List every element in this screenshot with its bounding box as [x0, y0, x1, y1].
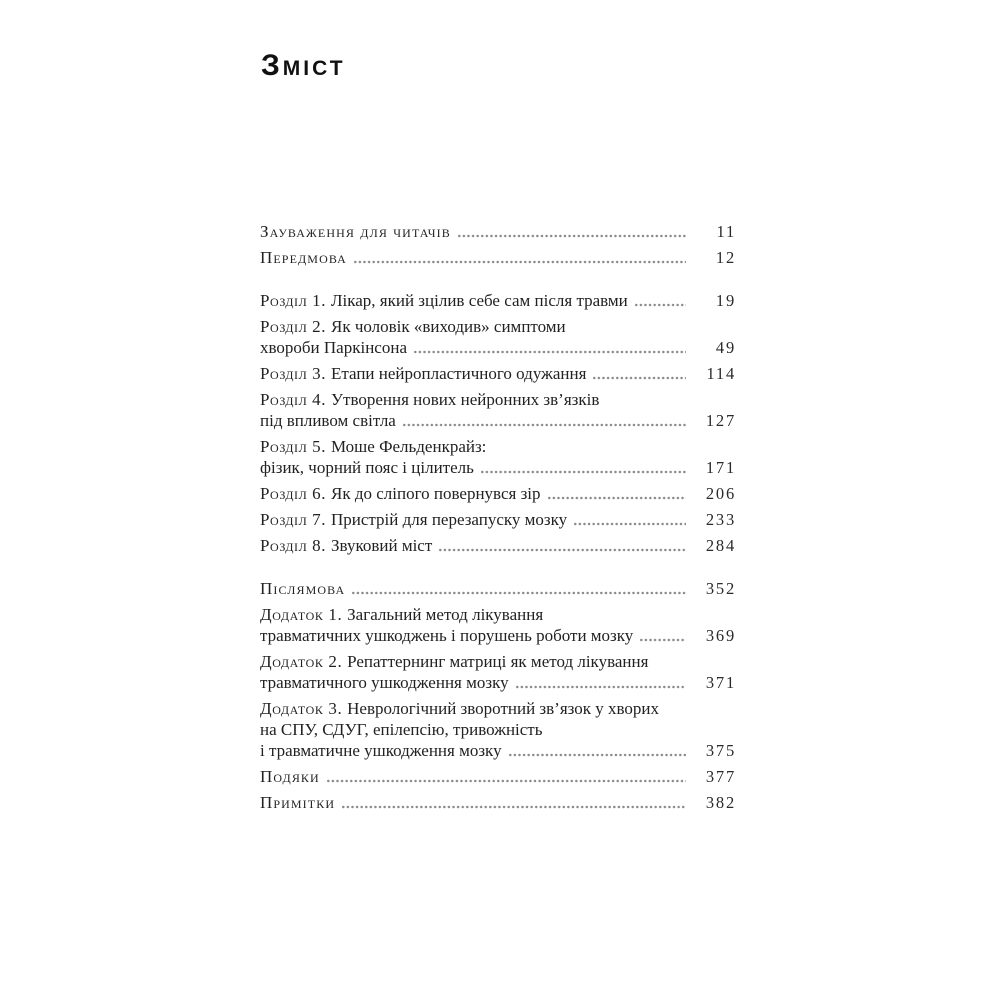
entry-title: Додаток 2. Репаттернинг матриці як метод лікування — [260, 652, 649, 671]
dotted-leader — [574, 522, 686, 526]
entry-label: Розділ 3. — [260, 364, 331, 383]
toc-entry — [260, 535, 736, 556]
entry-title: фізик, чорний пояс і цілитель — [260, 458, 474, 477]
entry-title: Розділ 1. Лікар, який зцілив себе сам після травми — [260, 291, 628, 310]
page-number: 19 — [715, 291, 736, 310]
dotted-leader — [439, 548, 686, 552]
toc-line — [260, 740, 736, 761]
entry-title: Розділ 6. Як до сліпого повернувся зір — [260, 484, 541, 503]
entry-label: Розділ 7. — [260, 510, 331, 529]
toc-entry — [260, 766, 736, 787]
toc-entry — [260, 389, 736, 431]
entry-label: Розділ 5. — [260, 437, 331, 456]
page-number: 171 — [705, 458, 736, 477]
entry-label: Додаток 1. — [260, 605, 348, 624]
entry-title: Розділ 3. Етапи нейропластичного одужання — [260, 364, 587, 383]
entry-title: Подяки — [260, 767, 320, 786]
page-number: 352 — [705, 579, 736, 598]
toc-entry — [260, 651, 736, 693]
dotted-leader — [481, 470, 686, 474]
toc-line — [260, 509, 736, 530]
entry-title: Розділ 8. Звуковий міст — [260, 536, 433, 555]
entry-title: травматичних ушкоджень і порушень роботи мозку — [260, 626, 634, 645]
toc-line — [260, 651, 736, 672]
page-number: 369 — [705, 626, 736, 645]
dotted-leader — [403, 423, 686, 427]
entry-title: Додаток 1. Загальний метод лікування — [260, 605, 544, 624]
toc-entry — [260, 509, 736, 530]
toc-line — [260, 719, 736, 740]
page-number: 49 — [715, 338, 736, 357]
toc-line — [260, 221, 736, 242]
toc-line — [260, 535, 736, 556]
page-number: 114 — [706, 364, 736, 383]
entry-label: Розділ 8. — [260, 536, 331, 555]
toc-line — [260, 625, 736, 646]
entry-label: Розділ 2. — [260, 317, 331, 336]
page-title: Зміст — [261, 49, 346, 82]
dotted-leader — [548, 496, 686, 500]
page-number: 371 — [705, 673, 736, 692]
dotted-leader — [414, 350, 686, 354]
toc-entry — [260, 316, 736, 358]
toc-list — [260, 221, 736, 818]
toc-line — [260, 792, 736, 813]
page-number: 375 — [705, 741, 736, 760]
dotted-leader — [352, 591, 686, 595]
toc-line — [260, 337, 736, 358]
entry-title: Розділ 7. Пристрій для перезапуску мозку — [260, 510, 568, 529]
dotted-leader — [593, 376, 686, 380]
page-number: 382 — [705, 793, 736, 812]
entry-title: Розділ 2. Як чоловік «виходив» симптоми — [260, 317, 566, 336]
toc-line — [260, 316, 736, 337]
page-number: 12 — [715, 248, 736, 267]
toc-entry — [260, 604, 736, 646]
entry-title: на СПУ, СДУГ, епілепсію, тривожність — [260, 720, 543, 739]
toc-line — [260, 363, 736, 384]
entry-title: травматичного ушкодження мозку — [260, 673, 509, 692]
entry-label: Розділ 1. — [260, 291, 331, 310]
entry-label: Додаток 3. — [260, 699, 348, 718]
entry-title: під впливом світла — [260, 411, 396, 430]
toc-line — [260, 578, 736, 599]
page-number: 127 — [705, 411, 736, 430]
dotted-leader — [458, 234, 686, 238]
toc-line — [260, 247, 736, 268]
dotted-leader — [327, 779, 686, 783]
page-number: 11 — [716, 222, 736, 241]
toc-entry — [260, 698, 736, 761]
entry-title: Передмова — [260, 248, 347, 267]
page-number: 284 — [705, 536, 736, 555]
toc-entry — [260, 290, 736, 311]
toc-line — [260, 389, 736, 410]
dotted-leader — [342, 805, 686, 809]
entry-title: і травматичне ушкодження мозку — [260, 741, 502, 760]
dotted-leader — [640, 638, 686, 642]
entry-title: Зауваження для читачів — [260, 222, 451, 241]
entry-title: Додаток 3. Неврологічний зворотний зв’язок у хворих — [260, 699, 660, 718]
entry-title: Примітки — [260, 793, 336, 812]
toc-line — [260, 672, 736, 693]
toc-line — [260, 483, 736, 504]
toc-entry — [260, 483, 736, 504]
toc-line — [260, 698, 736, 719]
dotted-leader — [509, 753, 686, 757]
toc-entry — [260, 363, 736, 384]
dotted-leader — [516, 685, 686, 689]
page-number: 233 — [705, 510, 736, 529]
entry-title: Розділ 4. Утворення нових нейронних зв’язків — [260, 390, 600, 409]
toc-line — [260, 604, 736, 625]
toc-entry — [260, 436, 736, 478]
toc-entry — [260, 578, 736, 599]
page-number: 377 — [705, 767, 736, 786]
toc-entry — [260, 792, 736, 813]
toc-line — [260, 766, 736, 787]
toc-line — [260, 290, 736, 311]
entry-title: Післямова — [260, 579, 346, 598]
toc-entry — [260, 221, 736, 242]
dotted-leader — [635, 303, 686, 307]
page-number: 206 — [705, 484, 736, 503]
toc-entry — [260, 247, 736, 268]
entry-title: хвороби Паркінсона — [260, 338, 407, 357]
toc-line — [260, 457, 736, 478]
entry-title: Розділ 5. Моше Фельденкрайз: — [260, 437, 487, 456]
toc-line — [260, 436, 736, 457]
entry-label: Розділ 6. — [260, 484, 331, 503]
toc-line — [260, 410, 736, 431]
entry-label: Додаток 2. — [260, 652, 348, 671]
entry-label: Розділ 4. — [260, 390, 331, 409]
dotted-leader — [354, 260, 686, 264]
